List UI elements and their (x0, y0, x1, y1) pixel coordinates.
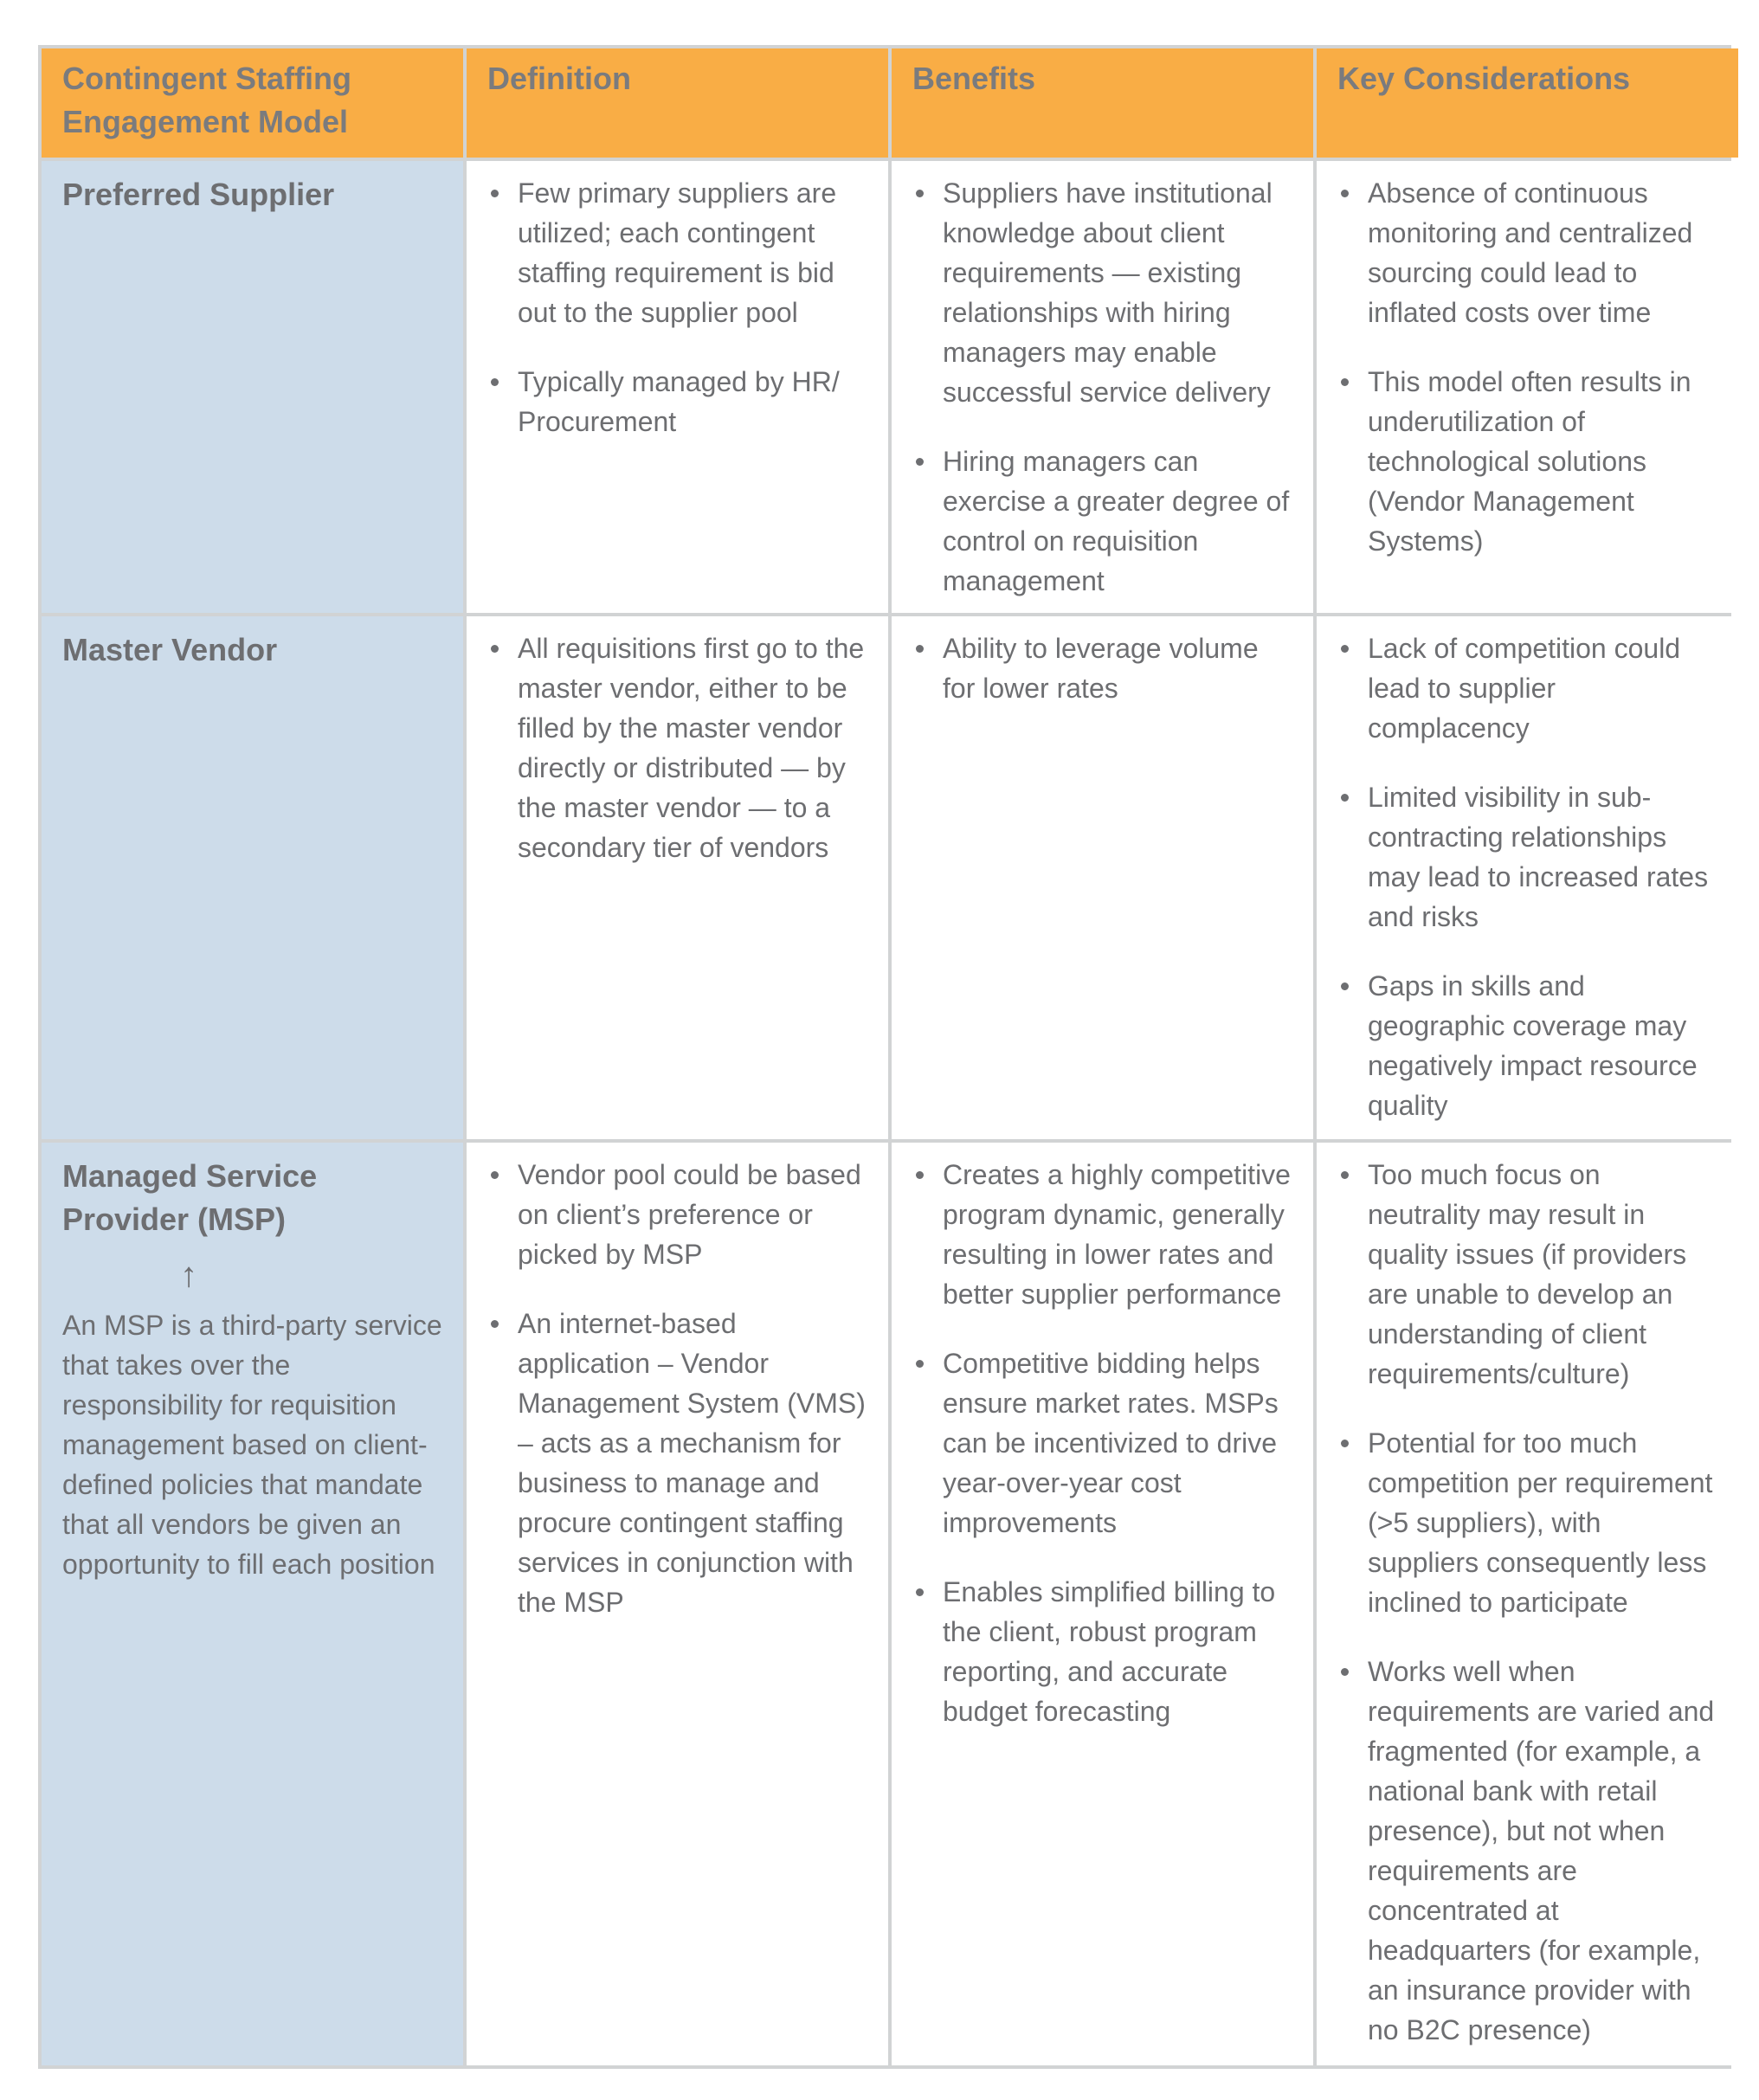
definition-list (487, 173, 867, 441)
list-item: Potential for too much competition per requirement (>5 suppliers), with suppliers consequently less inclined to participate (1337, 1423, 1717, 1622)
list-item: Hiring managers can exercise a greater degree of control on requisition management (912, 441, 1292, 601)
list-item: Limited visibility in sub-contracting relationships may lead to increased rates and risks (1337, 777, 1717, 937)
msp-note: An MSP is a third-party service that takes over the responsibility for requisition management based on client-defined policies that mandate that all vendors be given an opportunity to fill each position (62, 1310, 442, 1580)
benefits-cell (892, 616, 1313, 1139)
column-header-model: Contingent Staffing Engagement Model (42, 48, 463, 158)
list-item: All requisitions first go to the master vendor, either to be filled by the master vendor directly or distributed — by the master vendor — to a secondary tier of vendors (487, 628, 867, 867)
engagement-model-table (38, 45, 1731, 2069)
definition-cell (467, 1143, 888, 2065)
list-item: Typically managed by HR/ Procurement (487, 362, 867, 441)
list-item: Vendor pool could be based on client’s preference or picked by MSP (487, 1155, 867, 1274)
row-title: Master Vendor (62, 632, 278, 667)
considerations-cell (1317, 161, 1738, 613)
list-item: This model often results in underutilization of technological solutions (Vendor Management Systems) (1337, 362, 1717, 561)
row-head-master-vendor (42, 616, 463, 1139)
row-title: Preferred Supplier (62, 177, 335, 212)
definition-list (487, 1155, 867, 1622)
list-item: Works well when requirements are varied and fragmented (for example, a national bank with retail presence), but not when requirements are concentrated at headquarters (for example, an insurance provider with no B2C presence) (1337, 1652, 1717, 2050)
column-header-definition: Definition (467, 48, 888, 158)
list-item: Suppliers have institutional knowledge about client requirements — existing relationships with hiring managers may enable successful service delivery (912, 173, 1292, 412)
column-header-considerations: Key Considerations (1317, 48, 1738, 158)
definition-list (487, 628, 867, 867)
list-item: Enables simplified billing to the client, robust program reporting, and accurate budget forecasting (912, 1572, 1292, 1731)
row-head-msp (42, 1143, 463, 2065)
up-arrow-icon: ↑ (180, 1256, 197, 1294)
benefits-list (912, 628, 1292, 708)
list-item: Absence of continuous monitoring and centralized sourcing could lead to inflated costs over time (1337, 173, 1717, 332)
list-item: Competitive bidding helps ensure market rates. MSPs can be incentivized to drive year-over-year cost improvements (912, 1343, 1292, 1543)
considerations-list (1337, 628, 1717, 1125)
considerations-list (1337, 173, 1717, 561)
column-header-benefits: Benefits (892, 48, 1313, 158)
list-item: Creates a highly competitive program dynamic, generally resulting in lower rates and better supplier performance (912, 1155, 1292, 1314)
benefits-list (912, 173, 1292, 601)
considerations-cell (1317, 616, 1738, 1139)
definition-cell (467, 616, 888, 1139)
definition-cell (467, 161, 888, 613)
benefits-cell (892, 161, 1313, 613)
list-item: Ability to leverage volume for lower rates (912, 628, 1292, 708)
list-item: Lack of competition could lead to supplier complacency (1337, 628, 1717, 748)
row-title: Managed Service Provider (MSP) (62, 1158, 318, 1237)
list-item: Gaps in skills and geographic coverage may negatively impact resource quality (1337, 966, 1717, 1125)
list-item: Too much focus on neutrality may result in quality issues (if providers are unable to develop an understanding of client requirements/culture) (1337, 1155, 1717, 1394)
row-head-preferred-supplier (42, 161, 463, 613)
considerations-cell (1317, 1143, 1738, 2065)
list-item: Few primary suppliers are utilized; each contingent staffing requirement is bid out to the supplier pool (487, 173, 867, 332)
benefits-cell (892, 1143, 1313, 2065)
considerations-list (1337, 1155, 1717, 2050)
list-item: An internet-based application – Vendor Management System (VMS) – acts as a mechanism for business to manage and procure contingent staffing services in conjunction with the MSP (487, 1304, 867, 1622)
benefits-list (912, 1155, 1292, 1731)
